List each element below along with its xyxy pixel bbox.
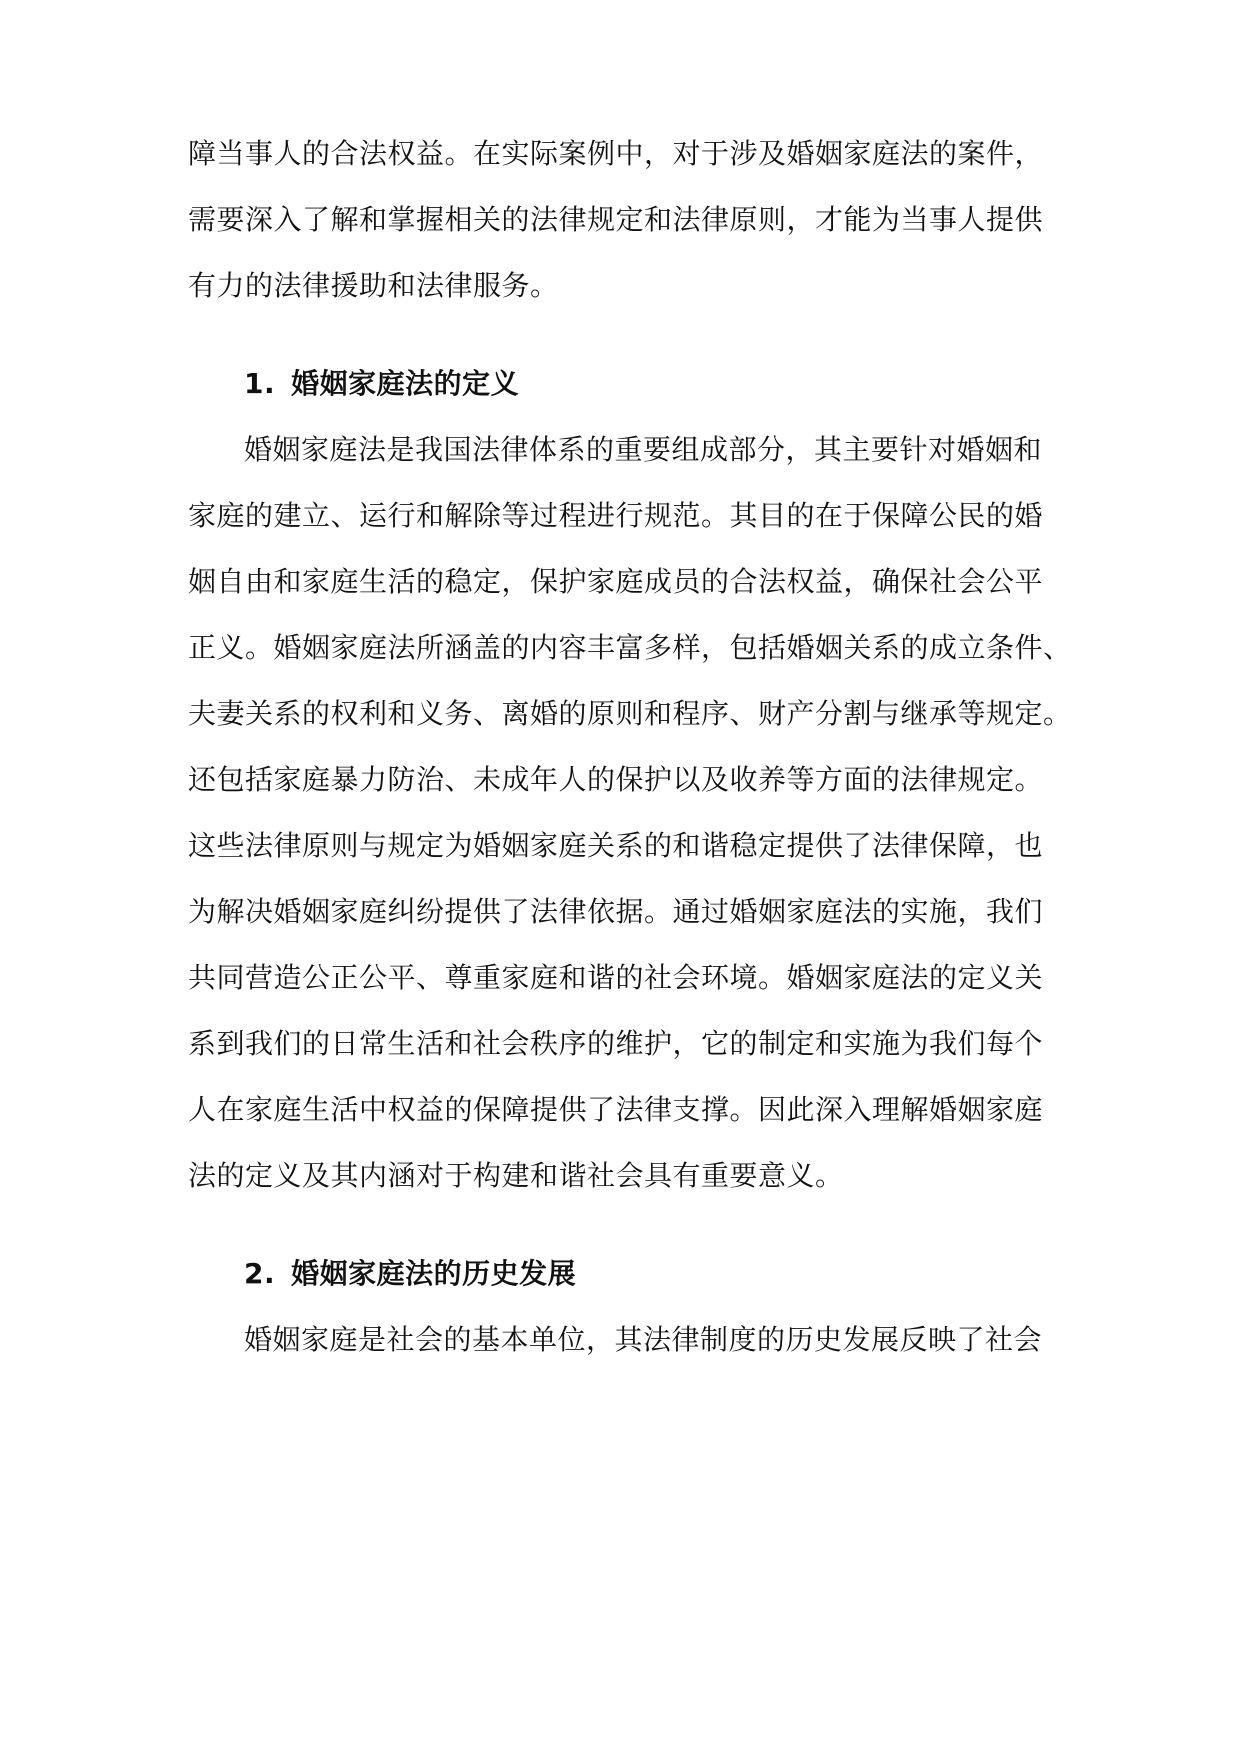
paragraph-line: 法的定义及其内涵对于构建和谐社会具有重要意义。 xyxy=(188,1159,844,1192)
paragraph-line: 障当事人的合法权益。在实际案例中，对于涉及婚姻家庭法的案件， xyxy=(188,137,1044,170)
section-heading xyxy=(244,1256,576,1292)
paragraph-line: 夫妻关系的权利和义务、离婚的原则和程序、财产分割与继承等规定。 xyxy=(188,697,1072,730)
paragraph-line: 有力的法律援助和法律服务。 xyxy=(188,269,559,302)
paragraph-line: 人在家庭生活中权益的保障提供了法律支撑。因此深入理解婚姻家庭 xyxy=(188,1093,1044,1126)
paragraph-line: 共同营造公正公平、尊重家庭和谐的社会环境。婚姻家庭法的定义关 xyxy=(188,961,1044,994)
paragraph-line: 为解决婚姻家庭纠纷提供了法律依据。通过婚姻家庭法的实施，我们 xyxy=(188,895,1044,928)
paragraph-line: 正义。婚姻家庭法所涵盖的内容丰富多样，包括婚姻关系的成立条件、 xyxy=(188,631,1072,664)
section-heading xyxy=(244,366,519,402)
paragraph-line: 家庭的建立、运行和解除等过程进行规范。其目的在于保障公民的婚 xyxy=(188,499,1044,532)
section-number: 1. xyxy=(244,367,276,400)
section-title: 婚姻家庭法的历史发展 xyxy=(291,1257,577,1290)
paragraph-line: 还包括家庭暴力防治、未成年人的保护以及收养等方面的法律规定。 xyxy=(188,763,1044,796)
section-title: 婚姻家庭法的定义 xyxy=(291,367,520,400)
paragraph-line: 姻自由和家庭生活的稳定，保护家庭成员的合法权益，确保社会公平 xyxy=(188,565,1044,598)
paragraph-line: 婚姻家庭是社会的基本单位，其法律制度的历史发展反映了社会 xyxy=(244,1323,1043,1356)
paragraph-line: 婚姻家庭法是我国法律体系的重要组成部分，其主要针对婚姻和 xyxy=(244,433,1043,466)
paragraph-line: 需要深入了解和掌握相关的法律规定和法律原则，才能为当事人提供 xyxy=(188,203,1044,236)
paragraph-line: 这些法律原则与规定为婚姻家庭关系的和谐稳定提供了法律保障，也 xyxy=(188,829,1044,862)
section-number: 2. xyxy=(244,1257,276,1290)
paragraph-line: 系到我们的日常生活和社会秩序的维护，它的制定和实施为我们每个 xyxy=(188,1027,1044,1060)
